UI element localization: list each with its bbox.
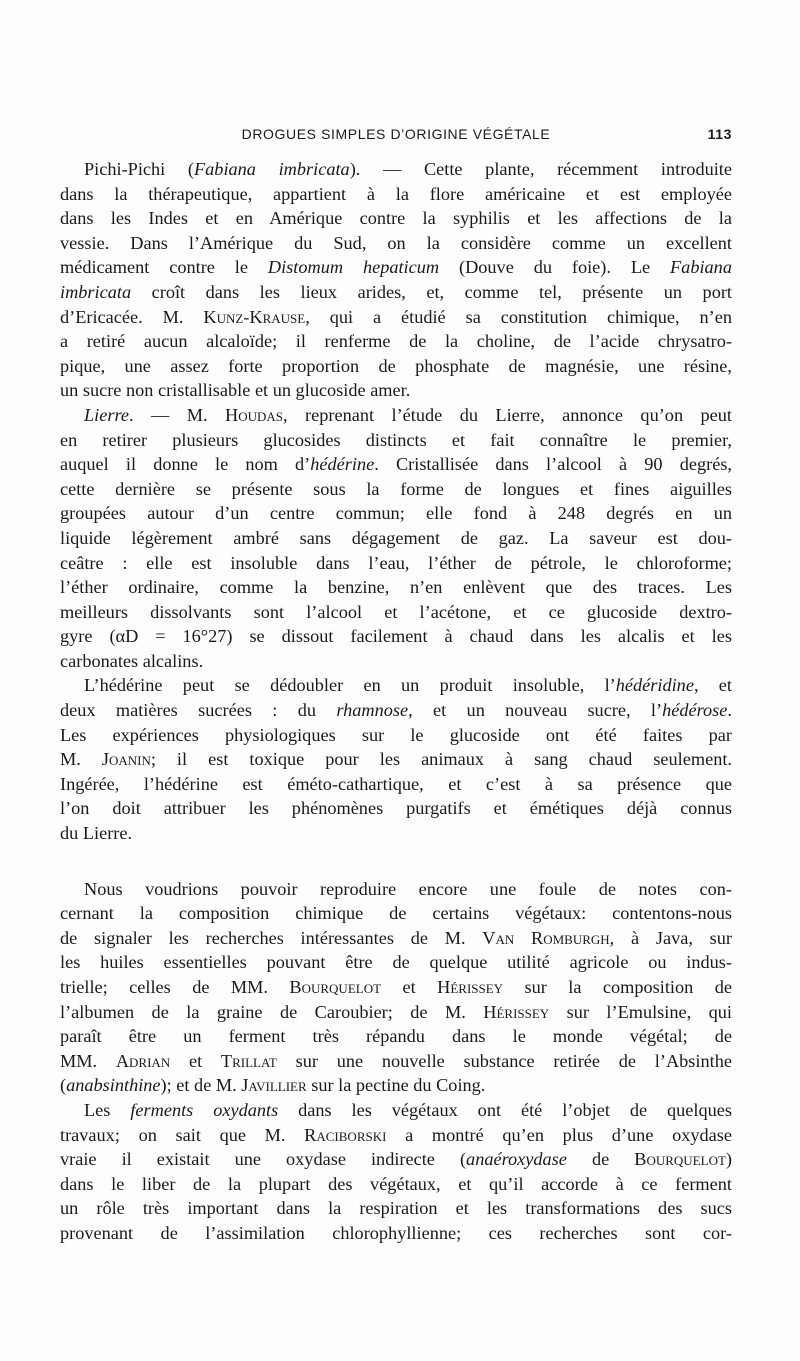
author-name: Kunz-Krause [203, 306, 306, 327]
text-line: liquide légèrement ambré sans dégagement de gaz. La saveur est dou- [60, 527, 732, 548]
text-line: auquel il donne le nom d’hédérine. Cristallisée dans l’alcool à 90 degrés, [60, 454, 732, 475]
italic-term: ferments oxydants [130, 1099, 279, 1120]
text-line: dans la thérapeutique, appartient à la flore américaine et est employée [60, 183, 732, 204]
text-line: ceâtre : elle est insoluble dans l’eau, l’éther de pétrole, le chloroforme; [60, 552, 732, 573]
paragraph-hederine [60, 673, 732, 845]
text-line: a retiré aucun alcaloïde; il renferme de la choline, de l’acide chrysatro- [60, 331, 732, 352]
author-name: Trillat [220, 1050, 277, 1071]
text-line: trielle; celles de MM. Bourquelot et Hérissey sur la composition de [60, 977, 732, 997]
text-line: (anabsinthine); et de M. Javillier sur la pectine du Coing. [60, 1075, 486, 1096]
body-text [60, 157, 732, 1246]
text-line: dans le liber de la plupart des végétaux, et qu’il accorde à ce ferment [60, 1173, 732, 1194]
text-line: meilleurs dissolvants sont l’alcool et l’acétone, et ce glucoside dextro- [60, 601, 732, 622]
italic-term: Fabiana [670, 257, 732, 278]
text-line: groupées autour d’un centre commun; elle fond à 248 degrés en un [60, 503, 732, 524]
author-name: Hérissey [437, 977, 504, 997]
text-line: en retirer plusieurs glucosides distincts et fait connaître le premier, [60, 429, 732, 450]
text-line: L’hédérine peut se dédoubler en un produit insoluble, l’hédéridine, et [84, 675, 732, 696]
text-line: l’on doit attribuer les phénomènes purgatifs et émétiques déjà connus [60, 798, 732, 819]
author-name: Joanin [101, 749, 151, 770]
paragraph-pichi-pichi [60, 157, 732, 403]
italic-term: hédérine [310, 454, 375, 475]
text-line: pique, une assez forte proportion de phosphate de magnésie, une résine, [60, 355, 732, 376]
text-line: provenant de l’assimilation chlorophyllienne; ces recherches sont cor- [60, 1222, 732, 1243]
italic-term: Fabiana imbricata [194, 159, 350, 179]
text-line: Lierre. — M. Houdas, reprenant l’étude du Lierre, annonce qu’on peut [84, 404, 732, 425]
text-line: paraît être un ferment très répandu dans le monde végétal; de [60, 1026, 732, 1047]
text-line: l’éther ordinaire, comme la benzine, n’en enlèvent que des traces. Les [60, 577, 732, 598]
author-name: Hérissey [483, 1001, 550, 1022]
text-line: médicament contre le Distomum hepaticum (Douve du foie). Le Fabiana [60, 257, 732, 278]
text-line: de signaler les recherches intéressantes de M. Van Romburgh, à Java, sur [60, 927, 732, 948]
text-line: Nous voudrions pouvoir reproduire encore une foule de notes con- [84, 878, 732, 899]
italic-term: Distomum hepaticum [267, 257, 440, 278]
italic-term: anaéroxydase [466, 1149, 567, 1170]
text-line: un sucre non cristallisable et un glucoside amer. [60, 380, 411, 401]
author-name: Javillier [241, 1075, 307, 1096]
running-head [60, 126, 732, 150]
italic-term: anabsinthine [66, 1075, 161, 1096]
italic-term: hédérose [662, 700, 728, 721]
text-line: cernant la composition chimique de certains végétaux: contentons-nous [60, 903, 732, 924]
author-name: Houdas [225, 404, 284, 425]
text-line: gyre (αD = 16°27) se dissout facilement à chaud dans les alcalis et les [60, 626, 732, 647]
text-line: Ingérée, l’hédérine est éméto-cathartique, et c’est à sa présence que [60, 773, 732, 794]
italic-term: rhamnose [336, 700, 409, 721]
text-line: MM. Adrian et Trillat sur une nouvelle substance retirée de l’Absinthe [60, 1050, 732, 1071]
text-line: carbonates alcalins. [60, 650, 204, 671]
text-line: du Lierre. [60, 823, 133, 844]
author-name: Bourquelot [289, 977, 382, 997]
text-line: vessie. Dans l’Amérique du Sud, on la considère comme un excellent [60, 232, 732, 253]
author-name: Raciborski [304, 1124, 387, 1145]
page-number: 113 [707, 126, 732, 142]
text-line: vraie il existait une oxydase indirecte (anaéroxydase de Bourquelot) [60, 1149, 732, 1170]
text-line: imbricata croît dans les lieux arides, et, comme tel, présente un port [60, 281, 732, 302]
heading-term: Pichi-Pichi [84, 159, 166, 179]
text-line: M. Joanin; il est toxique pour les animaux à sang chaud seulement. [60, 749, 732, 770]
text-line: dans les Indes et en Amérique contre la syphilis et les affections de la [60, 208, 732, 229]
text-line: l’albumen de la graine de Caroubier; de M. Hérissey sur l’Emulsine, qui [60, 1001, 732, 1022]
text-line: Les ferments oxydants dans les végétaux ont été l’objet de quelques [84, 1099, 732, 1120]
text-line: Les expériences physiologiques sur le glucoside ont été faites par [60, 724, 732, 745]
section-title: Lierre [84, 404, 130, 425]
text-line: travaux; on sait que M. Raciborski a montré qu’en plus d’une oxydase [60, 1124, 733, 1145]
paragraph-lierre [60, 403, 732, 674]
text-line: les huiles essentielles pouvant être de quelque utilité agricole ou indus- [60, 952, 732, 973]
text-line: d’Ericacée. M. Kunz-Krause, qui a étudié sa constitution chimique, n’en [60, 306, 732, 327]
italic-term: hédéridine [615, 675, 694, 696]
text-line: cette dernière se présente sous la forme de longues et fines aiguilles [60, 478, 732, 499]
running-title: DROGUES SIMPLES D’ORIGINE VÉGÉTALE [241, 126, 551, 142]
author-name: Adrian [115, 1050, 171, 1071]
section-gap [60, 846, 732, 877]
italic-term: imbricata [60, 281, 132, 302]
author-name: Van Romburgh [482, 927, 610, 948]
text-line: un rôle très important dans la respiration et les transformations des sucs [60, 1198, 732, 1219]
paragraph-notes [60, 877, 732, 1098]
author-name: Bourquelot [634, 1149, 726, 1170]
text-line: Pichi-Pichi (Fabiana imbricata). — Cette plante, récemment introduite [84, 159, 732, 179]
text-line: deux matières sucrées : du rhamnose, et un nouveau sucre, l’hédérose. [60, 700, 732, 721]
paragraph-ferments [60, 1098, 732, 1246]
